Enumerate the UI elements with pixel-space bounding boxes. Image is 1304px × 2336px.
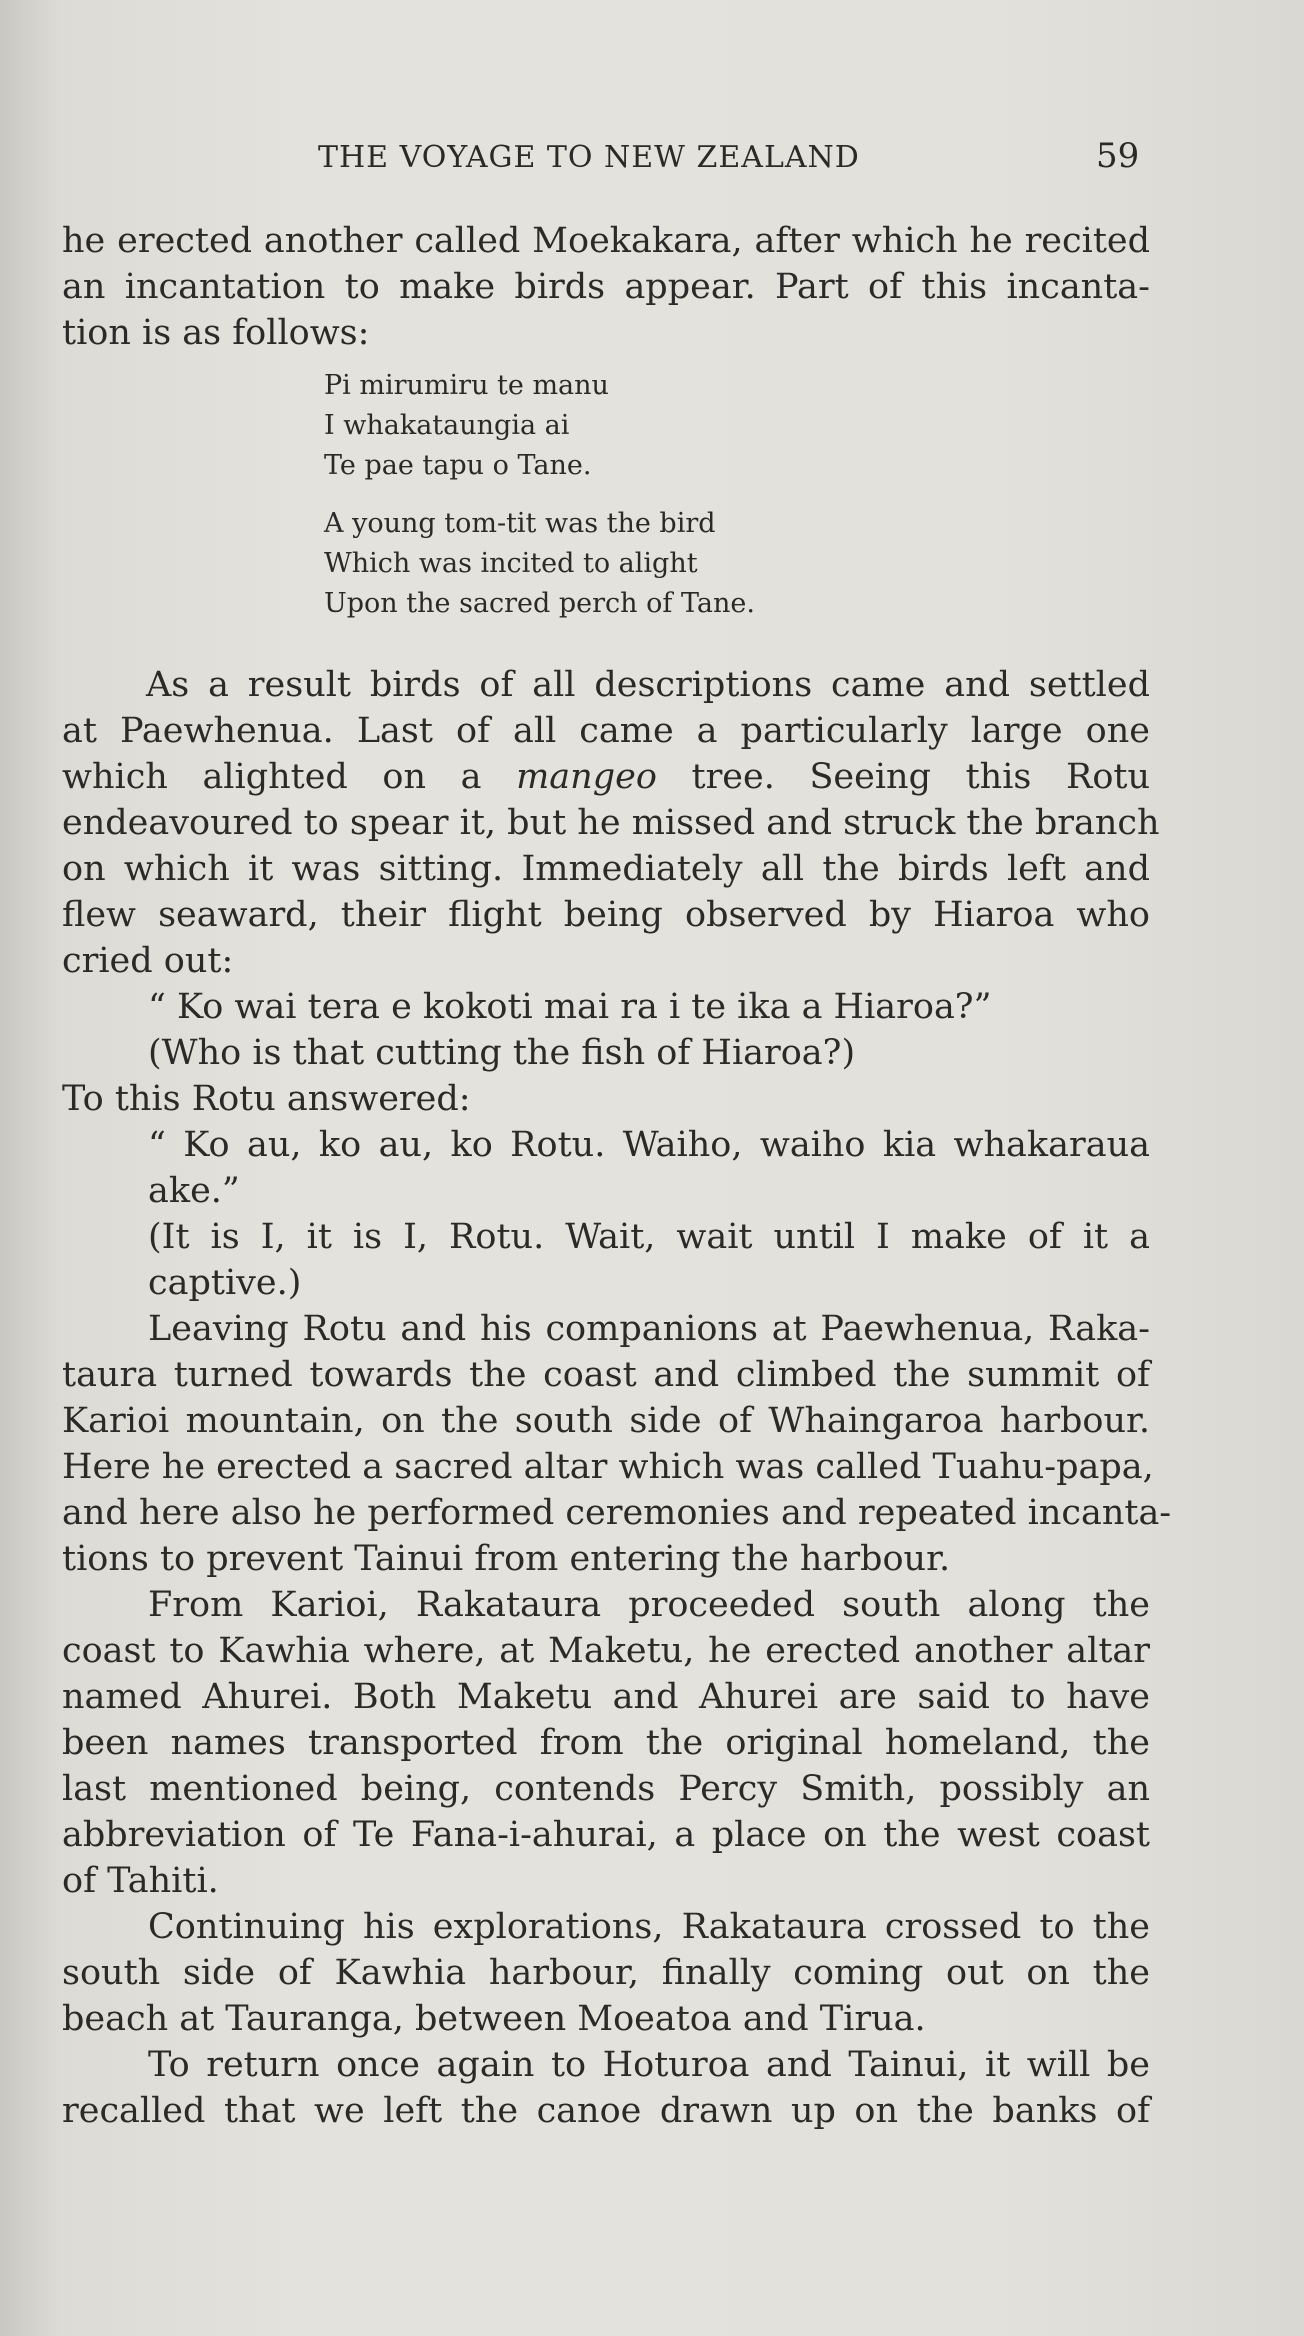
verse-line-maori: Pi mirumiru te manu [324,370,609,401]
verse-line-english: A young tom-tit was the bird [324,508,716,539]
paragraph-kawhia [62,1582,1150,1904]
text-line: named Ahurei. Both Maketu and Ahurei are said to have [62,1677,1150,1717]
text-line: Leaving Rotu and his companions at Paewhenua, Raka- [148,1309,1150,1349]
text-line: From Karioi, Rakataura proceeded south along the [148,1585,1150,1625]
rotu-quote-continued: ake.” [148,1171,240,1211]
text-span: which alighted on a [62,757,517,797]
text-line: south side of Kawhia harbour, finally coming out on the [62,1953,1150,1993]
verse-line-maori: Te pae tapu o Tane. [324,450,592,481]
text-line: tion is as follows: [62,313,370,353]
text-line: taura turned towards the coast and climbed the summit of [62,1355,1150,1395]
mangeo-italic: mangeo [516,757,657,797]
text-line: endeavoured to spear it, but he missed and struck the branch [62,803,1160,843]
text-line: Here he erected a sacred altar which was called Tuahu-papa, [62,1447,1154,1487]
paragraph-explorations [62,1904,1150,2042]
text-line: recalled that we left the canoe drawn up on the banks of [62,2091,1150,2131]
rotu-quote: “ Ko au, ko au, ko Rotu. Waiho, waiho kia whakaraua [148,1125,1150,1165]
rotu-translation: (It is I, it is I, Rotu. Wait, wait until I make of it a [148,1217,1150,1257]
text-line: cried out: [62,941,234,981]
section-spacer [62,624,1150,662]
text-line: he erected another called Moekakara, after which he recited [62,221,1150,261]
running-head [0,136,1304,180]
text-line: Continuing his explorations, Rakataura crossed to the [148,1907,1150,1947]
text-line: beach at Tauranga, between Moeatoa and Tirua. [62,1999,926,2039]
text-line: been names transported from the original homeland, the [62,1723,1150,1763]
text-line: at Paewhenua. Last of all came a particularly large one [62,711,1150,751]
text-line: on which it was sitting. Immediately all the birds left and [62,849,1150,889]
text-line: and here also he performed ceremonies and repeated incanta- [62,1493,1172,1533]
verse-line-english: Which was incited to alight [324,548,698,579]
paragraph-hoturoa [62,2042,1150,2134]
rotu-translation-continued: captive.) [148,1263,302,1303]
verse-line-english: Upon the sacred perch of Tane. [324,588,755,619]
text-line: flew seaward, their flight being observed by Hiaroa who [62,895,1150,935]
running-title: THE VOYAGE TO NEW ZEALAND [318,140,860,175]
text-line: coast to Kawhia where, at Maketu, he erected another altar [62,1631,1150,1671]
rotu-intro: To this Rotu answered: [62,1079,471,1119]
text-line: Karioi mountain, on the south side of Whaingaroa harbour. [62,1401,1150,1441]
paragraph-karioi [62,1306,1172,1582]
text-line: of Tahiti. [62,1861,219,1901]
hiaroa-quote: “ Ko wai tera e kokoti mai ra i te ika a Hiaroa?” [148,987,992,1027]
text-line-mangeo [62,754,1150,800]
text-line: To return once again to Hoturoa and Tainui, it will be [148,2045,1150,2085]
text-line: last mentioned being, contends Percy Smith, possibly an [62,1769,1150,1809]
verse-line-maori: I whakataungia ai [324,410,570,441]
text-line: an incantation to make birds appear. Part of this incanta- [62,267,1150,307]
page-number: 59 [1096,136,1140,176]
paragraph-incantation-intro [62,218,1150,356]
hiaroa-translation: (Who is that cutting the fish of Hiaroa?) [148,1033,856,1073]
paragraph-birds [62,662,1160,984]
incantation-verse [324,366,1150,624]
page-body [62,218,1172,2134]
text-line: tions to prevent Tainui from entering the harbour. [62,1539,951,1579]
dialogue-block [62,984,1150,1306]
text-span: tree. Seeing this Rotu [656,757,1150,797]
text-line: As a result birds of all descriptions came and settled [146,665,1150,705]
text-line: abbreviation of Te Fana-i-ahurai, a place on the west coast [62,1815,1150,1855]
verse-spacer [324,486,1150,504]
